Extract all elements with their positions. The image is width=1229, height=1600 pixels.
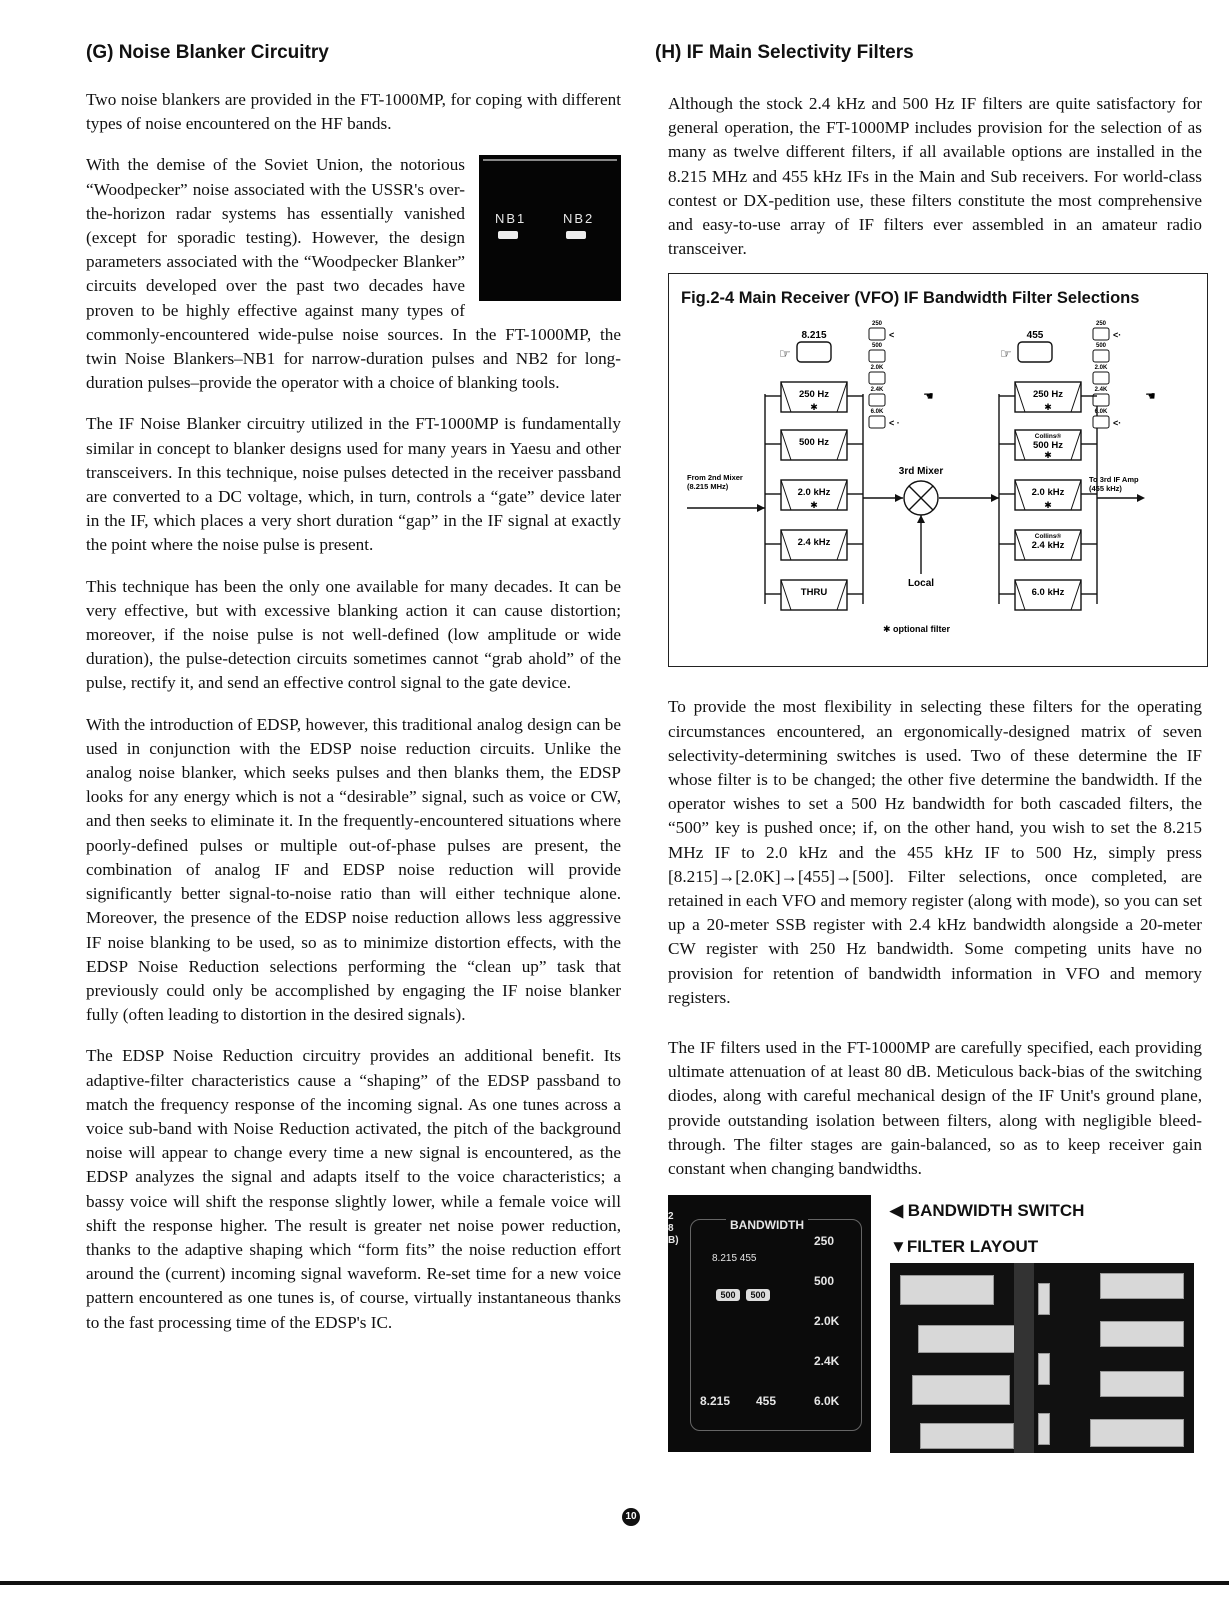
- bandwidth-keys-right: [1093, 321, 1121, 428]
- collins-label: Collins®: [1034, 533, 1062, 541]
- if-key-label-8215: 8.215: [801, 330, 827, 342]
- bw-bottom-left: 8.215: [700, 1394, 731, 1409]
- bw-key-label: 6.0K: [814, 1394, 840, 1409]
- filter-block: [999, 430, 1097, 460]
- optional-mark: ✱: [810, 500, 818, 511]
- hand-icon: ☚: [923, 389, 934, 404]
- caption-bandwidth-switch: ◀ BANDWIDTH SWITCH: [890, 1201, 1085, 1221]
- mixer-label: 3rd Mixer: [898, 466, 944, 478]
- paragraph: Although the stock 2.4 kHz and 500 Hz IF filters are quite satisfactory for general operation, the FT-1000MP includes provision for the selection of as many as twelve different filters, if all available options are installed in the 8.215 MHz and 455 kHz IFs in the Main and Sub receivers. For world-class contest or DX-pedition use, these filters constitute the most comprehensive and easy-to-use array of IF filters ever assembled in an amateur radio transceiver.: [668, 94, 1202, 259]
- section-h-heading: (H) IF Main Selectivity Filters: [655, 42, 914, 63]
- nb-paragraph-block: [86, 153, 621, 395]
- nb1-label: NB1: [495, 211, 527, 227]
- bandwidth-keys-left: [869, 321, 900, 428]
- filter-block: [999, 480, 1097, 510]
- key-label: 2.0K: [870, 365, 884, 372]
- filter-label: 2.0 kHz: [797, 487, 831, 499]
- optional-mark: ✱: [1044, 402, 1052, 413]
- nb2-button: [566, 231, 586, 239]
- filter-label: 250 Hz: [798, 389, 830, 401]
- caption-filter-layout: ▼FILTER LAYOUT: [890, 1237, 1039, 1257]
- filter-block: [999, 382, 1097, 412]
- filter-label: 2.4 kHz: [797, 537, 831, 549]
- bw-button-500: 500: [716, 1289, 740, 1301]
- to-freq: (455 kHz): [1089, 484, 1122, 494]
- to-label: To 3rd IF Amp: [1089, 475, 1139, 485]
- filter-label: 6.0 kHz: [1031, 587, 1065, 599]
- optional-mark: ✱: [810, 402, 818, 413]
- filter-block: [999, 580, 1097, 610]
- key-label: 6.0K: [1094, 409, 1108, 416]
- bw-key-label: 500: [814, 1274, 835, 1289]
- key-label: 2.4K: [870, 387, 884, 394]
- collins-label: Collins®: [1034, 433, 1062, 441]
- key-label: 2.4K: [1094, 387, 1108, 394]
- from-freq: (8.215 MHz): [687, 482, 729, 492]
- filter-block: [765, 430, 863, 460]
- paragraph: The IF filters used in the FT-1000MP are carefully specified, each providing ultimate attenuation of at least 80 dB. Meticulous back-bias of the switching diodes, along with careful mechanical design of the IF Unit's ground plane, provide outstanding isolation between filters, along with negligible bleed-through. The filter stages are gain-balanced, so as to keep receiver gain constant when changing bandwidths.: [668, 1038, 1202, 1179]
- key-label: 500: [871, 343, 883, 350]
- svg-text:< ·: < ·: [889, 418, 900, 429]
- paragraph: With the introduction of EDSP, however, this traditional analog design can be used in conjunction with the EDSP noise reduction circuits. Unlike the analog noise blanker, which seeks pulses and then blanks them, the EDSP looks for any energy which is not a “desirable” signal, such as voice or CW, and then seeks to eliminate it. In the frequently-encountered situations where poorly-defined pulses or multiple out-of-phase pulses are present, the combination of analog IF and EDSP noise reduction will provide significantly better signal-to-noise ratio than will either technique alone. Moreover, the presence of the EDSP noise reduction allows less aggressive IF noise blanking to be used, so as to minimize distortion effects, with the EDSP Noise Reduction selections performing the “clean up” task that previously could only be accomplished by engaging the IF noise blanker fully (often leading to distortion in the desired signals).: [86, 714, 621, 1025]
- filter-diagram: [669, 274, 1207, 666]
- paragraph: The IF Noise Blanker circuitry utilized in the FT-1000MP is fundamentally similar in concept to blanker designs used for many years in Yaesu and other transceivers. In this technique, noise pulses detected in the receiver passband are converted to a DC voltage, which, in turn, controls a “gate” device later in the IF, which places a very short duration “gap” in the IF signal at exactly the point where the noise pulse is present.: [86, 414, 621, 555]
- key-label: 500: [1095, 343, 1107, 350]
- filter-block: [999, 530, 1097, 560]
- photo-row: [668, 1195, 1202, 1455]
- left-column: [86, 88, 621, 1352]
- bandwidth-switch-photo: [668, 1195, 871, 1452]
- bw-top-left: 8.215 455: [712, 1253, 757, 1265]
- bw-bottom-mid: 455: [756, 1394, 777, 1409]
- optional-mark: ✱: [1044, 450, 1052, 461]
- svg-text:<: <: [889, 330, 895, 341]
- svg-text:<·: <·: [1113, 330, 1122, 341]
- paragraph: With the demise of the Soviet Union, the notorious “Woodpecker” noise associated with the USSR's over-the-horizon radar systems has essentially vanished (except for sporadic testing). However, the design parameters associated with the “Woodpecker Blanker” circuits developed over the past two decades have proven to be highly effective against many types of commonly-encountered wide-pulse noise sources. In the FT-1000MP, the twin Noise Blankers–NB1 for narrow-duration pulses and NB2 for long-duration pulses–provide the operator with a choice of blanking tools.: [86, 155, 621, 393]
- filter-label: THRU: [800, 587, 828, 599]
- key-label: 2.0K: [1094, 365, 1108, 372]
- filter-label: 500 Hz: [798, 437, 830, 449]
- filter-block: [765, 530, 863, 560]
- hand-icon: ☚: [1145, 389, 1156, 404]
- nb1-button: [498, 231, 518, 239]
- bw-edge-text: 2 8 B): [668, 1211, 679, 1247]
- nb2-label: NB2: [563, 211, 595, 227]
- figure-2-4: [668, 273, 1208, 667]
- filter-layout-photo: [890, 1263, 1194, 1453]
- from-label: From 2nd Mixer: [687, 473, 743, 483]
- if-key-label-455: 455: [1026, 330, 1044, 342]
- key-label: 250: [1095, 321, 1107, 328]
- noise-blanker-photo: [479, 155, 621, 301]
- optional-filter-note: ✱ optional filter: [883, 624, 951, 635]
- paragraph: The EDSP Noise Reduction circuitry provides an additional benefit. Its adaptive-filter characteristics cause a “shaping” of the EDSP passband to match the frequency response of the incoming signal. As one tunes across a voice sub-band with Noise Reduction activated, the pitch of the background noise will appear to change every time a new signal is encountered, as the EDSP analyzes the signal and adapts itself to the voice characteristics; a bassy voice will shift the response slightly lower, while a female voice will shift the response higher. The result is greater net noise power reduction, thanks to the adaptive shaping which “form fits” the noise reduction effort around the (current) incoming signal waveform. Re-set time for a new voice pattern encountered as one tunes is, of course, virtually instantaneous thanks to the fast processing time of the EDSP's IC.: [86, 1046, 621, 1332]
- pointing-hand-icon: ☞: [1000, 346, 1012, 362]
- local-label: Local: [907, 578, 935, 590]
- key-label: 250: [871, 321, 883, 328]
- filter-label: 500 Hz: [1032, 440, 1064, 452]
- figure-title: Fig.2-4 Main Receiver (VFO) IF Bandwidth Filter Selections: [681, 289, 1140, 308]
- pointing-hand-icon: ☞: [779, 346, 791, 362]
- optional-mark: ✱: [1044, 500, 1052, 511]
- filter-label: 2.4 kHz: [1031, 540, 1065, 552]
- bw-key-label: 2.0K: [814, 1314, 840, 1329]
- filter-block: [765, 480, 863, 510]
- filter-block: [765, 382, 863, 412]
- paragraph: This technique has been the only one available for many decades. It can be very effective, but with excessive blanking action it can cause distortion; moreover, if the noise pulse is not well-defined (low amplitude or wide duration), the pulse-detection circuits sometimes cannot “grab ahold” of the pulse, rectify it, and send an effective control signal to the gate device.: [86, 576, 621, 693]
- bottom-rule: [0, 1581, 1229, 1585]
- section-g-heading: (G) Noise Blanker Circuitry: [86, 42, 329, 63]
- bw-button-500: 500: [746, 1289, 770, 1301]
- bw-key-label: 2.4K: [814, 1354, 840, 1369]
- filter-label: 2.0 kHz: [1031, 487, 1065, 499]
- svg-text:<·: <·: [1113, 418, 1122, 429]
- right-column: [668, 92, 1202, 1455]
- filter-block: [765, 580, 863, 610]
- paragraph: To provide the most flexibility in selecting these filters for the operating circumstances encountered, an ergonomically-designed matrix of seven selectivity-determining switches is used. Two of these determine the IF whose filter is to be changed; the other five determine the bandwidth. If the operator wishes to set a 500 Hz bandwidth for both cascaded filters, the “500” key is pushed once; if, on the other hand, you wish to set the 8.215 MHz IF to 2.0 kHz and the 455 kHz IF to 500 Hz, simply press [8.215]→[2.0K]→[455]→[500]. Filter selections, once completed, are retained in each VFO and memory register (along with mode), so you can set up a 20-meter SSB register with 2.4 kHz bandwidth alongside a 20-meter CW register with 250 Hz bandwidth. Some competing units have no provision for retention of bandwidth information in VFO and memory registers.: [668, 697, 1202, 1007]
- page-number: 10: [622, 1508, 640, 1526]
- bw-title: BANDWIDTH: [726, 1213, 808, 1237]
- paragraph: Two noise blankers are provided in the FT-1000MP, for coping with different types of noise encountered on the HF bands.: [86, 90, 621, 134]
- filter-label: 250 Hz: [1032, 389, 1064, 401]
- bw-key-label: 250: [814, 1234, 835, 1249]
- key-label: 6.0K: [870, 409, 884, 416]
